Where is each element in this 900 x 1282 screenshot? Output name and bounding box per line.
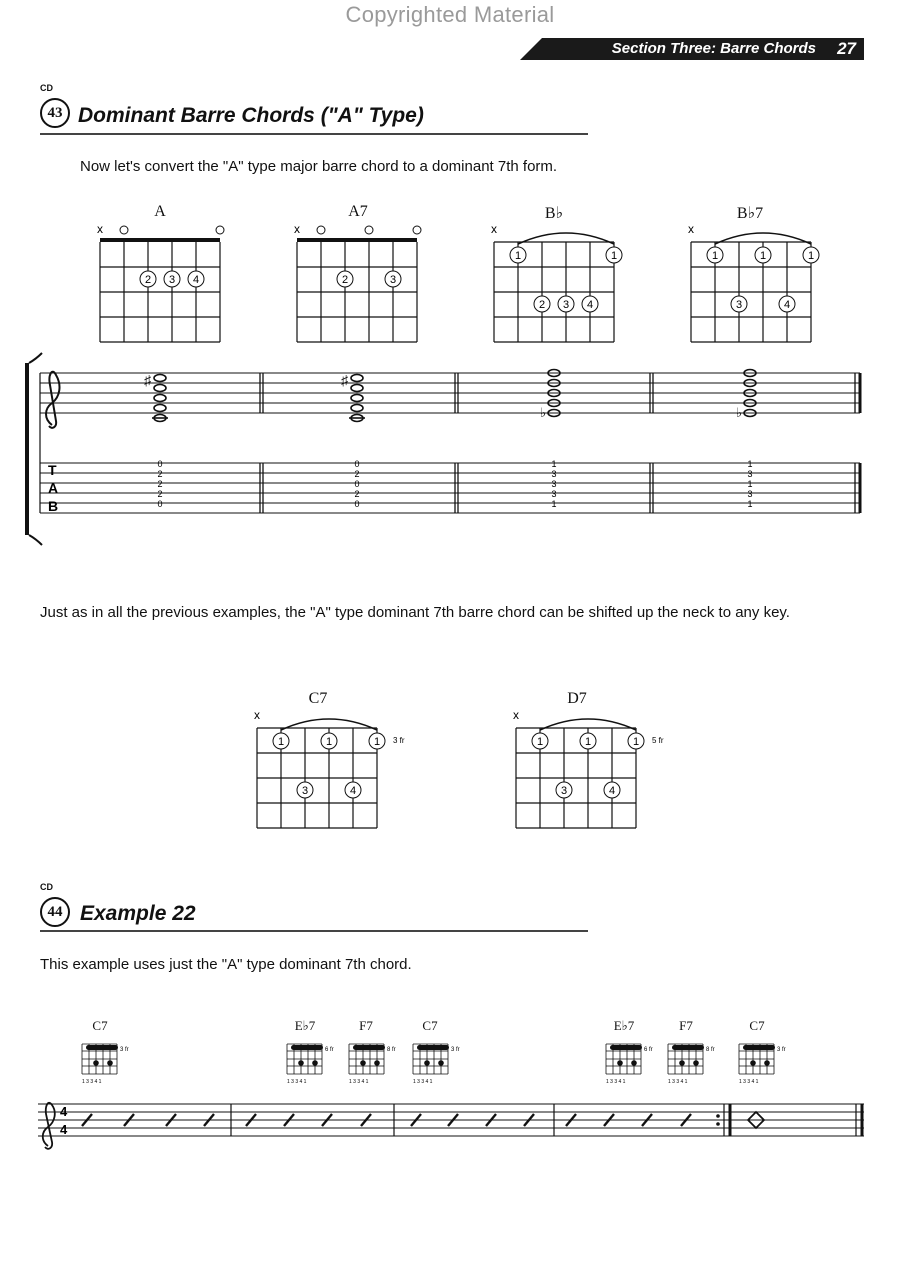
svg-text:4: 4 — [608, 785, 616, 797]
svg-text:3: 3 — [551, 479, 557, 489]
chord-name-a: A — [154, 203, 166, 220]
svg-text:♯: ♯ — [341, 372, 348, 388]
chord-diagram-c7 — [252, 708, 412, 833]
finger-dot — [188, 271, 204, 287]
chord-name-a7: A7 — [348, 203, 368, 220]
watermark: Copyrighted Material — [345, 2, 555, 27]
muted-string-mark: x — [513, 708, 519, 722]
svg-text:1: 1 — [584, 736, 592, 748]
repeat-dot — [716, 1114, 720, 1118]
svg-text:8 fr: 8 fr — [706, 1047, 715, 1053]
svg-text:1: 1 — [514, 250, 522, 262]
svg-text:1: 1 — [807, 250, 815, 262]
section-heading: Dominant Barre Chords ("A" Type) — [78, 104, 424, 127]
heading-rule — [40, 133, 588, 135]
finger-dot — [164, 271, 180, 287]
finger-dot — [558, 296, 574, 312]
finger-dot — [345, 782, 361, 798]
chord-name-bb7: B♭7 — [736, 205, 764, 222]
svg-text:1: 1 — [632, 736, 640, 748]
rhythm-staff — [36, 1096, 870, 1156]
svg-text:3 fr: 3 fr — [451, 1047, 460, 1053]
svg-text:2: 2 — [157, 489, 163, 499]
tab-staff — [40, 463, 860, 513]
svg-text:3 fr: 3 fr — [777, 1047, 786, 1053]
finger-dot — [140, 271, 156, 287]
fret-position-label: 5 fr — [652, 736, 664, 745]
finger-dot — [755, 247, 771, 263]
muted-string-mark: x — [97, 222, 103, 236]
finger-dot — [582, 296, 598, 312]
open-string-icon — [317, 226, 325, 234]
svg-text:1: 1 — [373, 736, 381, 748]
svg-text:2: 2 — [538, 299, 546, 311]
tab-clef — [48, 462, 58, 514]
svg-text:1: 1 — [747, 499, 753, 509]
cd-track-badge: 44 — [40, 897, 70, 927]
tab-letter: B — [48, 498, 59, 514]
svg-text:1: 1 — [536, 736, 544, 748]
svg-text:1 3 3 4 1: 1 3 3 4 1 — [606, 1079, 626, 1085]
finger-dot — [297, 782, 313, 798]
svg-text:3: 3 — [168, 274, 176, 286]
svg-text:♭: ♭ — [540, 405, 547, 420]
chord-notes-a7 — [341, 372, 365, 422]
section-header-bar — [520, 38, 864, 60]
finger-dot — [321, 733, 337, 749]
finger-dot — [556, 782, 572, 798]
svg-text:1: 1 — [747, 479, 753, 489]
open-string-icon — [413, 226, 421, 234]
svg-text:8 fr: 8 fr — [387, 1047, 396, 1053]
svg-text:3: 3 — [560, 785, 568, 797]
section-title: Section Three: Barre Chords — [611, 40, 816, 57]
svg-text:2: 2 — [157, 469, 163, 479]
cd-track-badge: 43 — [40, 98, 70, 128]
chord-name-c7: C7 — [308, 690, 328, 707]
svg-text:1: 1 — [747, 459, 753, 469]
svg-text:1: 1 — [325, 736, 333, 748]
finger-dot — [707, 247, 723, 263]
chord-symbol: C7 — [422, 1018, 438, 1033]
svg-text:1: 1 — [551, 499, 557, 509]
page-number: 27 — [837, 39, 856, 58]
svg-text:3: 3 — [747, 489, 753, 499]
svg-text:1 3 3 4 1: 1 3 3 4 1 — [349, 1079, 369, 1085]
svg-text:0: 0 — [157, 499, 163, 509]
svg-text:2: 2 — [341, 274, 349, 286]
shift-text: Just as in all the previous examples, the "A" type dominant 7th barre chord can be shifted up the neck to any key. — [40, 604, 790, 621]
svg-text:3: 3 — [735, 299, 743, 311]
mini-chord-diagram — [78, 1040, 138, 1086]
open-string-icon — [365, 226, 373, 234]
svg-text:1: 1 — [610, 250, 618, 262]
cd-label: CD — [40, 83, 53, 93]
finger-dot — [779, 296, 795, 312]
muted-string-mark: x — [254, 708, 260, 722]
chord-diagram-a7 — [292, 222, 422, 347]
svg-text:2: 2 — [157, 479, 163, 489]
muted-string-mark: x — [491, 222, 497, 236]
intro-text: Now let's convert the "A" type major barre chord to a dominant 7th form. — [80, 158, 558, 175]
svg-text:2: 2 — [354, 469, 360, 479]
svg-text:3: 3 — [551, 469, 557, 479]
chord-diagram-d7 — [511, 708, 671, 833]
mini-chord-diagram — [409, 1040, 469, 1086]
svg-text:0: 0 — [157, 459, 163, 469]
finger-dot — [604, 782, 620, 798]
svg-text:1: 1 — [551, 459, 557, 469]
chord-notes-bb7 — [736, 370, 756, 421]
svg-text:4: 4 — [783, 299, 791, 311]
svg-text:1 3 3 4 1: 1 3 3 4 1 — [668, 1079, 688, 1085]
open-string-icon — [120, 226, 128, 234]
repeat-dot — [716, 1122, 720, 1126]
chord-notes-a — [144, 372, 168, 422]
finger-dot — [803, 247, 819, 263]
finger-dot — [534, 296, 550, 312]
svg-text:1 3 3 4 1: 1 3 3 4 1 — [287, 1079, 307, 1085]
muted-string-mark: x — [688, 222, 694, 236]
header-wedge — [520, 38, 542, 60]
svg-text:3: 3 — [301, 785, 309, 797]
chord-symbol: C7 — [92, 1018, 108, 1033]
finger-dot — [606, 247, 622, 263]
svg-text:6 fr: 6 fr — [644, 1047, 653, 1053]
section-heading: Example 22 — [80, 902, 196, 925]
svg-text:1: 1 — [277, 736, 285, 748]
svg-text:♯: ♯ — [144, 372, 151, 388]
chord-symbol: F7 — [679, 1018, 693, 1033]
chord-name-d7: D7 — [567, 690, 587, 707]
treble-clef-icon — [43, 1103, 55, 1149]
svg-text:4: 4 — [60, 1122, 68, 1137]
chord-diagram-bb7 — [686, 222, 816, 347]
svg-text:1: 1 — [759, 250, 767, 262]
svg-text:4: 4 — [586, 299, 594, 311]
open-string-icon — [216, 226, 224, 234]
svg-text:♭: ♭ — [736, 405, 743, 420]
tab-letter: A — [48, 480, 59, 496]
mini-chord-diagram — [735, 1040, 795, 1086]
example-intro-text: This example uses just the "A" type dominant 7th chord. — [40, 956, 412, 973]
chord-symbol: E♭7 — [613, 1018, 635, 1033]
finger-dot — [628, 733, 644, 749]
mini-chord-diagram — [602, 1040, 662, 1086]
finger-dot — [337, 271, 353, 287]
finger-dot — [731, 296, 747, 312]
svg-text:3: 3 — [551, 489, 557, 499]
chord-diagram-a — [95, 222, 225, 347]
chord-name-bb: B♭ — [544, 205, 564, 222]
svg-text:1 3 3 4 1: 1 3 3 4 1 — [413, 1079, 433, 1085]
svg-text:4: 4 — [192, 274, 200, 286]
svg-text:2: 2 — [354, 489, 360, 499]
finger-dot — [532, 733, 548, 749]
svg-text:0: 0 — [354, 459, 360, 469]
muted-string-mark: x — [294, 222, 300, 236]
chord-diagram-bb — [489, 222, 619, 347]
finger-dot — [369, 733, 385, 749]
chord-symbol: F7 — [359, 1018, 373, 1033]
svg-text:2: 2 — [144, 274, 152, 286]
svg-text:0: 0 — [354, 499, 360, 509]
finger-dot — [580, 733, 596, 749]
cd-label: CD — [40, 882, 53, 892]
chord-symbol: C7 — [749, 1018, 765, 1033]
finger-dot — [273, 733, 289, 749]
svg-text:1: 1 — [711, 250, 719, 262]
mini-chord-diagram — [283, 1040, 343, 1086]
notation-tab-system — [22, 355, 872, 545]
chord-symbol: E♭7 — [294, 1018, 316, 1033]
fret-position-label: 3 fr — [393, 736, 405, 745]
svg-text:1 3 3 4 1: 1 3 3 4 1 — [82, 1079, 102, 1085]
svg-text:4: 4 — [60, 1104, 68, 1119]
mini-chord-diagram — [664, 1040, 724, 1086]
svg-text:3: 3 — [562, 299, 570, 311]
svg-text:0: 0 — [354, 479, 360, 489]
tab-letter: T — [48, 462, 57, 478]
chord-notes-bb — [540, 370, 560, 421]
heading-rule — [40, 930, 588, 932]
finger-dot — [510, 247, 526, 263]
mini-chord-diagram — [345, 1040, 405, 1086]
treble-clef-icon — [46, 372, 59, 428]
svg-text:3 fr: 3 fr — [120, 1047, 129, 1053]
svg-text:3: 3 — [389, 274, 397, 286]
svg-text:4: 4 — [349, 785, 357, 797]
finger-dot — [385, 271, 401, 287]
svg-text:1 3 3 4 1: 1 3 3 4 1 — [739, 1079, 759, 1085]
svg-text:6 fr: 6 fr — [325, 1047, 334, 1053]
system-bracket — [25, 353, 42, 545]
svg-text:3: 3 — [747, 469, 753, 479]
